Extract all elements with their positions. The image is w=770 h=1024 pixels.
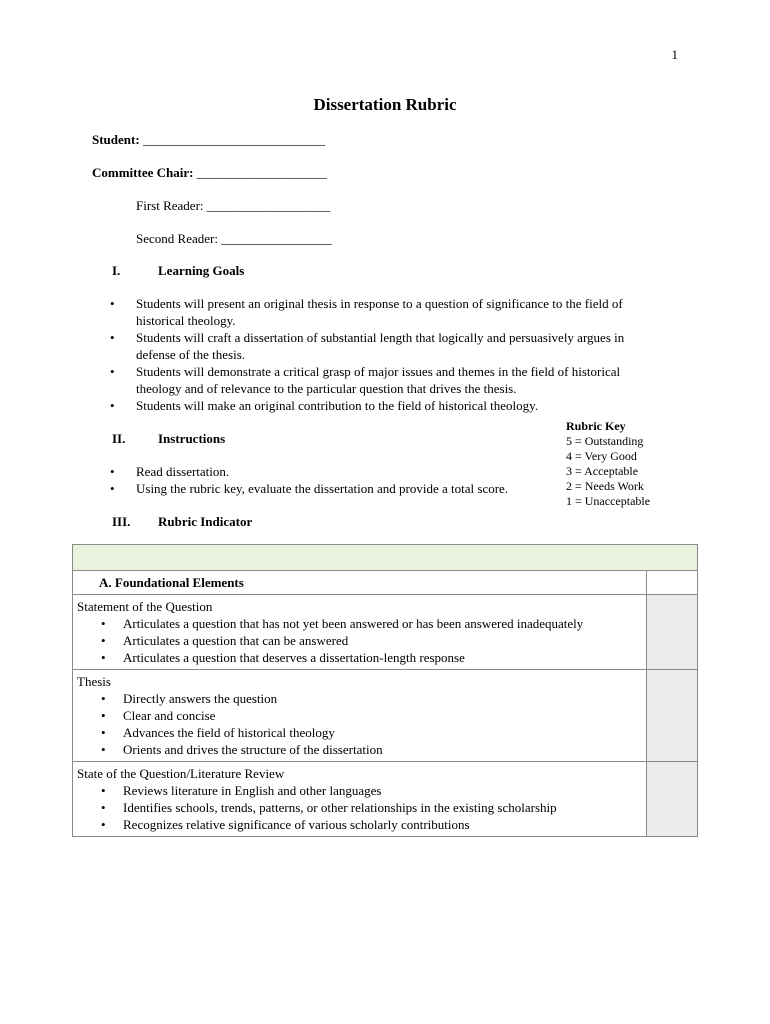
table-row <box>73 670 698 762</box>
list-item: • Articulates a question that has not yet been answered or has been answered inadequately <box>123 615 643 632</box>
section-1-number: I. <box>112 263 121 278</box>
score-cell[interactable] <box>647 595 698 670</box>
criterion-title: Statement of the Question <box>77 599 213 614</box>
list-item: • Identifies schools, trends, patterns, or other relationships in the existing scholarship <box>123 799 643 816</box>
table-header-row <box>73 545 698 571</box>
criterion-statement-of-question <box>73 595 647 670</box>
list-item: • Orients and drives the structure of the dissertation <box>123 741 643 758</box>
committee-chair-blank: ____________________ <box>196 165 327 180</box>
instructions-list <box>136 463 546 497</box>
list-item: • Articulates a question that can be answered <box>123 632 643 649</box>
list-item: • Using the rubric key, evaluate the dissertation and provide a total score. <box>136 480 546 497</box>
second-reader-label: Second Reader: <box>136 231 218 246</box>
score-cell[interactable] <box>647 762 698 837</box>
list-item: • Articulates a question that deserves a dissertation-length response <box>123 649 643 666</box>
list-item: • Directly answers the question <box>123 690 643 707</box>
rubric-key-title: Rubric Key <box>566 419 626 433</box>
rubric-key-entry: 1 = Unacceptable <box>566 494 651 508</box>
section-3-number: III. <box>112 514 131 529</box>
rubric-table <box>72 544 698 837</box>
criterion-title: State of the Question/Literature Review <box>77 766 285 781</box>
table-row <box>73 571 698 595</box>
score-cell[interactable] <box>647 670 698 762</box>
criterion-literature-review <box>73 762 647 837</box>
first-reader-label: First Reader: <box>136 198 204 213</box>
list-item: • Students will make an original contribution to the field of historical theology. <box>136 397 666 414</box>
rubric-key-entry: 5 = Outstanding <box>566 434 644 448</box>
rubric-key-entry: 4 = Very Good <box>566 449 637 463</box>
first-reader-field <box>136 198 330 214</box>
rubric-key-entry: 3 = Acceptable <box>566 464 639 478</box>
section-2-title: Instructions <box>158 431 226 446</box>
table-header-cell <box>73 545 698 571</box>
list-item: • Advances the field of historical theology <box>123 724 643 741</box>
table-row <box>73 762 698 837</box>
student-blank: ____________________________ <box>142 132 325 147</box>
committee-chair-label: Committee Chair: <box>92 165 194 180</box>
rubric-key-entry: 2 = Needs Work <box>566 479 644 493</box>
page-title: Dissertation Rubric <box>313 95 457 114</box>
list-item: • Clear and concise <box>123 707 643 724</box>
list-item: • Reviews literature in English and other languages <box>123 782 643 799</box>
rubric-key <box>566 419 650 509</box>
foundational-elements-heading: A. Foundational Elements <box>73 571 647 595</box>
list-item: • Students will craft a dissertation of substantial length that logically and persuasively argues in defense of the thesis. <box>136 329 666 363</box>
criterion-thesis <box>73 670 647 762</box>
list-item: • Students will present an original thesis in response to a question of significance to the field of historical theology. <box>136 295 666 329</box>
score-cell <box>647 571 698 595</box>
criterion-title: Thesis <box>77 674 111 689</box>
student-label: Student: <box>92 132 140 147</box>
section-2-number: II. <box>112 431 126 446</box>
list-item: • Students will demonstrate a critical grasp of major issues and themes in the field of historical theology and of relevance to the particular question that drives the thesis. <box>136 363 666 397</box>
section-1-title: Learning Goals <box>158 263 245 278</box>
learning-goals-list <box>136 295 666 414</box>
second-reader-field <box>136 231 332 247</box>
committee-chair-field <box>92 165 327 181</box>
page-number: 1 <box>671 47 678 62</box>
list-item: • Recognizes relative significance of various scholarly contributions <box>123 816 643 833</box>
section-3-title: Rubric Indicator <box>158 514 253 529</box>
list-item: • Read dissertation. <box>136 463 546 480</box>
first-reader-blank: ___________________ <box>206 198 331 213</box>
table-row <box>73 595 698 670</box>
second-reader-blank: _________________ <box>221 231 332 246</box>
student-field <box>92 132 325 148</box>
